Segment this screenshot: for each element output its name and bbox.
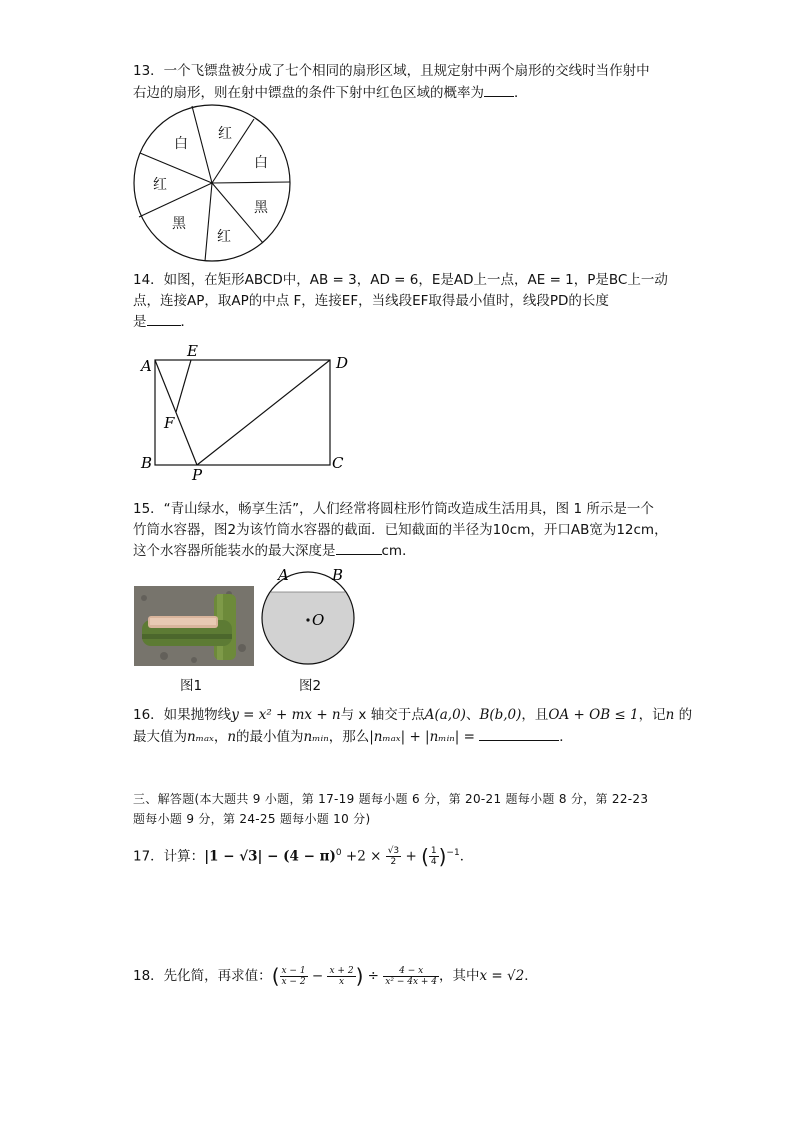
- label-e: E: [187, 342, 198, 360]
- fraction: $\frac{√3}{2}$: [387, 846, 400, 867]
- q15-line3: 这个水容器所能装水的最大深度是 cm．: [133, 543, 416, 559]
- segment-ap: [155, 360, 197, 465]
- bamboo-container-photo: [134, 586, 254, 666]
- q14-line3: 是 ．: [133, 314, 194, 330]
- sector-label: 红: [153, 177, 167, 193]
- water-region: [258, 592, 358, 670]
- label-b: B: [332, 566, 344, 584]
- cross-section-figure: [258, 566, 358, 670]
- label-b: B: [141, 454, 153, 472]
- q16-line2: 最大值为nₘₐₓ，n的最小值为nₘᵢₙ，那么|nₘₐₓ| + |nₘᵢₙ| = ．: [133, 729, 573, 745]
- q13-line1: 13．一个飞镖盘被分成了七个相同的扇形区域，且规定射中两个扇形的交线时当作射中: [133, 63, 650, 79]
- q17-line: 17．计算：$|1 - √3| - (4 - \pi)^0 +2$ × $\frac{√3}{2}$ + ( $\frac{1}{4}$ )$^{-1}$．: [133, 844, 474, 869]
- label-c: C: [332, 454, 344, 472]
- segment-pd: [197, 360, 330, 465]
- label-a: A: [141, 357, 152, 375]
- fraction: $\frac{x + 2}{x}$: [329, 965, 354, 987]
- q16-line1: 16．如果抛物线y = x² + mx + n与 x 轴交于点A(a,0)、B(b,0)，且OA + OB ≤ 1，记n 的: [133, 707, 693, 723]
- sector-label: 白: [174, 136, 188, 152]
- q14-line2: 点，连接AP，取AP的中点 F，连接EF，当线段EF取得最小值时，线段PD的长度: [133, 293, 609, 309]
- fraction: $\frac{1}{4}$: [430, 846, 437, 867]
- center-point: [306, 618, 309, 621]
- rectangle-figure: [135, 340, 355, 485]
- sector-label: 白: [254, 155, 268, 171]
- sector-label: 红: [218, 126, 232, 142]
- answer-blank: [484, 84, 514, 97]
- answer-blank: [336, 542, 382, 555]
- sector-label: 黑: [172, 216, 186, 232]
- rectangle-abcd: [155, 360, 330, 465]
- answer-blank: [147, 313, 181, 326]
- figure1-caption: 图1: [180, 678, 203, 694]
- section-heading: 三、解答题(本大题共 9 小题，第 17-19 题每小题 6 分，第 20-21 题每小题 8 分，第 22-23: [133, 792, 649, 806]
- sector-label: 黑: [254, 200, 268, 216]
- label-a: A: [278, 566, 289, 584]
- segment-ef: [176, 360, 191, 412]
- figure2-caption: 图2: [299, 678, 322, 694]
- section-heading-cont: 题每小题 9 分，第 24-25 题每小题 10 分): [133, 812, 371, 826]
- q15-line1: 15．“青山绿水，畅享生活”，人们经常将圆柱形竹筒改造成生活用具，图 1 所示是一个: [133, 501, 654, 517]
- answer-blank: [479, 728, 559, 741]
- label-o: O: [312, 611, 325, 629]
- q14-line1: 14．如图，在矩形ABCD中，AB = 3，AD = 6，E是AD上一点，AE = 1，P是BC上一动: [133, 272, 668, 288]
- label-d: D: [336, 354, 349, 372]
- q13-line2: 右边的扇形，则在射中镖盘的条件下射中红色区域的概率为 ．: [133, 85, 528, 101]
- q18-line: 18．先化简，再求值：( $\frac{x - 1}{x - 2}$ − $\frac{x + 2}{x}$ ) ÷ $\frac{4 - x}{\text{x² − 4x + 4}}$ ，其中x = √2．: [133, 964, 538, 988]
- label-f: F: [164, 414, 175, 432]
- label-p: P: [192, 466, 203, 484]
- sector-label: 红: [217, 229, 231, 245]
- fraction: $\frac{4 - x}{\text{x² − 4x + 4}}$: [385, 965, 438, 987]
- q15-line2: 竹筒水容器，图2为该竹筒水容器的截面．已知截面的半径为10cm，开口AB宽为12cm，: [133, 522, 668, 538]
- fraction: $\frac{x - 1}{x - 2}$: [281, 965, 306, 987]
- dartboard-figure: [130, 102, 296, 262]
